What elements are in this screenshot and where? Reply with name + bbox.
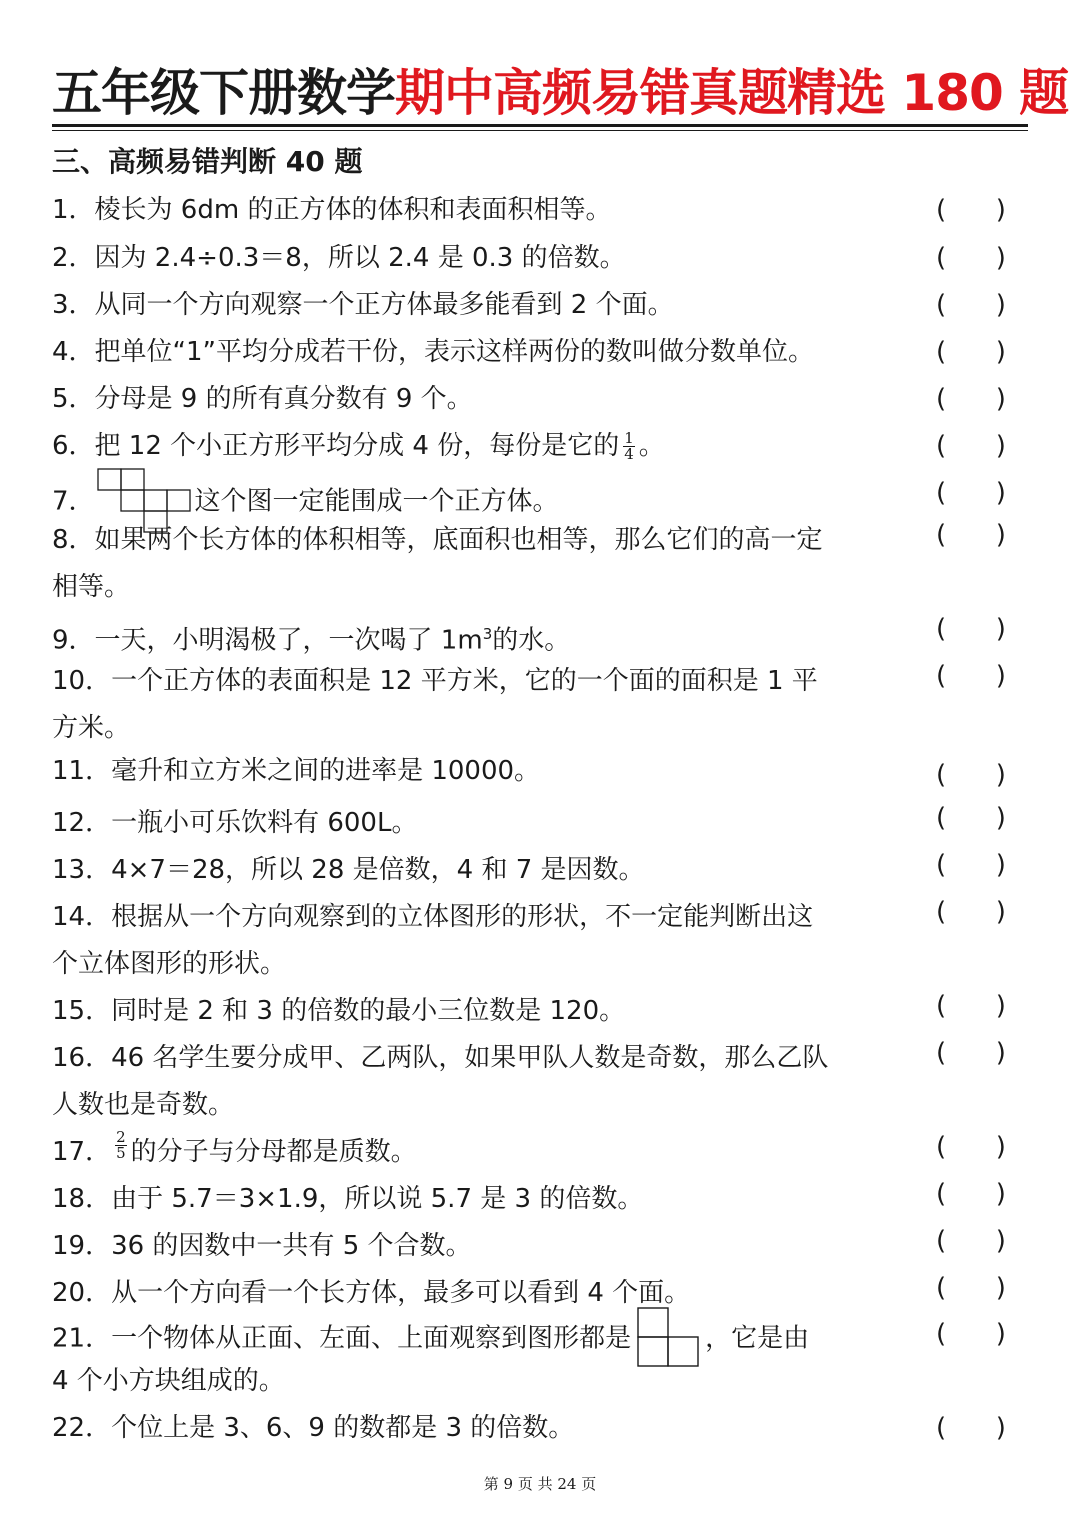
answer-blank-8[interactable]: ( ) <box>936 520 1006 550</box>
question-17-number: 17． <box>52 1137 112 1167</box>
answer-blank-17[interactable]: ( ) <box>936 1132 1006 1162</box>
answer-blank-5[interactable]: ( ) <box>936 384 1006 414</box>
superscript-3: 3 <box>482 625 493 643</box>
title-rule-thick <box>52 124 1028 127</box>
answer-blank-19[interactable]: ( ) <box>936 1226 1006 1256</box>
question-21-text: 21．一个物体从正面、左面、上面观察到图形都是 <box>52 1323 632 1354</box>
question-15: 15．同时是 2 和 3 的倍数的最小三位数是 120。 <box>52 996 626 1026</box>
question-22: 22．个位上是 3、6、9 的数都是 3 的倍数。 <box>52 1413 575 1443</box>
question-17-text: 的分子与分母都是质数。 <box>130 1137 417 1167</box>
question-19: 19．36 的因数中一共有 5 个合数。 <box>52 1231 472 1261</box>
question-11: 11．毫升和立方米之间的进率是 10000。 <box>52 756 541 786</box>
fraction-one-quarter <box>623 431 635 462</box>
question-6 <box>52 423 912 470</box>
question-9-end: 的水。 <box>492 625 571 656</box>
title-rule-thin <box>52 130 1028 131</box>
answer-blank-22[interactable]: ( ) <box>936 1413 1006 1443</box>
question-7-text: 这个图一定能围成一个正方体。 <box>194 486 559 517</box>
question-6-text: 6．把 12 个小正方形平均分成 4 份，每份是它的 <box>52 431 620 461</box>
fraction-denominator: 5 <box>116 1144 126 1162</box>
question-3: 3．从同一个方向观察一个正方体最多能看到 2 个面。 <box>52 290 674 320</box>
question-9-text: 9．一天，小明渴极了，一次喝了 1m <box>52 625 483 656</box>
answer-blank-20[interactable]: ( ) <box>936 1273 1006 1303</box>
question-10-line-2: 方米。 <box>52 713 131 743</box>
answer-blank-15[interactable]: ( ) <box>936 991 1006 1021</box>
question-7-number: 7． <box>52 486 95 517</box>
fraction-two-fifths <box>115 1130 127 1161</box>
question-8-line-2: 相等。 <box>52 572 131 602</box>
question-17 <box>52 1129 912 1176</box>
question-4: 4．把单位“1”平均分成若干份，表示这样两份的数叫做分数单位。 <box>52 337 815 367</box>
question-12: 12．一瓶小可乐饮料有 600L。 <box>52 808 418 838</box>
answer-blank-16[interactable]: ( ) <box>936 1038 1006 1068</box>
question-2: 2．因为 2.4÷0.3＝8，所以 2.4 是 0.3 的倍数。 <box>52 243 626 273</box>
fraction-numerator: 2 <box>116 1128 126 1146</box>
question-5: 5．分母是 9 的所有真分数有 9 个。 <box>52 384 473 414</box>
question-13: 13．4×7＝28，所以 28 是倍数，4 和 7 是因数。 <box>52 855 645 885</box>
question-14-line-2: 个立体图形的形状。 <box>52 949 287 979</box>
question-18: 18．由于 5.7＝3×1.9，所以说 5.7 是 3 的倍数。 <box>52 1184 644 1214</box>
answer-blank-1[interactable]: ( ) <box>936 195 1006 225</box>
question-16-line-2: 人数也是奇数。 <box>52 1090 235 1120</box>
answer-blank-3[interactable]: ( ) <box>936 290 1006 320</box>
title-black-part: 五年级下册数学 <box>52 64 395 122</box>
answer-blank-21[interactable]: ( ) <box>936 1319 1006 1349</box>
page-title <box>52 60 1069 126</box>
question-21-end: ，它是由 <box>705 1323 810 1354</box>
page-footer: 第 9 页 共 24 页 <box>483 1475 597 1493</box>
answer-blank-6[interactable]: ( ) <box>936 431 1006 461</box>
title-red-part: 期中高频易错真题精选 180 题 <box>395 64 1069 122</box>
question-20: 20．从一个方向看一个长方体，最多可以看到 4 个面。 <box>52 1278 691 1308</box>
question-6-end: 。 <box>638 431 665 461</box>
answer-blank-2[interactable]: ( ) <box>936 243 1006 273</box>
question-8-line-1: 8．如果两个长方体的体积相等，底面积也相等，那么它们的高一定 <box>52 525 823 555</box>
answer-blank-13[interactable]: ( ) <box>936 850 1006 880</box>
question-14-line-1: 14．根据从一个方向观察到的立体图形的形状，不一定能判断出这 <box>52 902 814 932</box>
answer-blank-4[interactable]: ( ) <box>936 337 1006 367</box>
answer-blank-12[interactable]: ( ) <box>936 803 1006 833</box>
question-9 <box>52 611 912 658</box>
question-16-line-1: 16．46 名学生要分成甲、乙两队，如果甲队人数是奇数，那么乙队 <box>52 1043 829 1073</box>
answer-blank-18[interactable]: ( ) <box>936 1179 1006 1209</box>
question-7 <box>52 470 912 517</box>
question-21-line-1 <box>52 1311 912 1358</box>
fraction-denominator: 4 <box>624 445 634 463</box>
answer-blank-10[interactable]: ( ) <box>936 661 1006 691</box>
answer-blank-11[interactable]: ( ) <box>936 760 1006 790</box>
question-21-line-2: 4 个小方块组成的。 <box>52 1366 285 1396</box>
question-1: 1．棱长为 6dm 的正方体的体积和表面积相等。 <box>52 195 612 225</box>
answer-blank-7[interactable]: ( ) <box>936 478 1006 508</box>
fraction-numerator: 1 <box>624 429 634 447</box>
question-10-line-1: 10．一个正方体的表面积是 12 平方米，它的一个面的面积是 1 平 <box>52 666 818 696</box>
section-title: 三、高频易错判断 40 题 <box>52 145 363 178</box>
answer-blank-14[interactable]: ( ) <box>936 897 1006 927</box>
answer-blank-9[interactable]: ( ) <box>936 614 1006 644</box>
